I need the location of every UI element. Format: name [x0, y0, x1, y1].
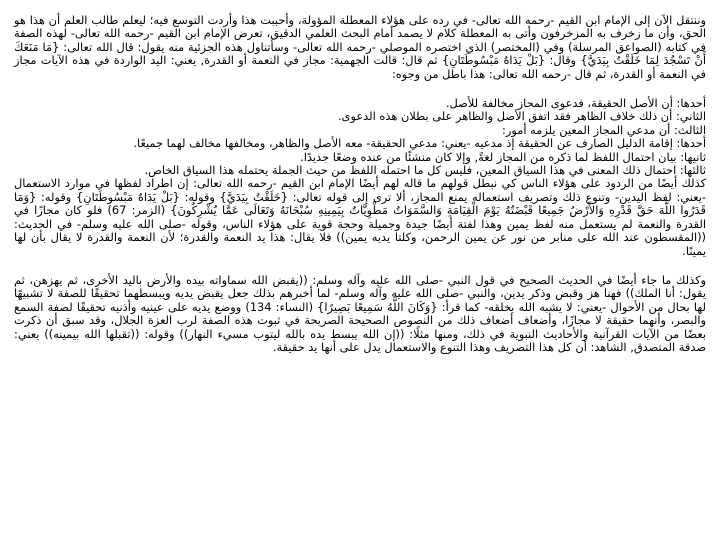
- points-list: [14, 97, 706, 177]
- point-item: ثانيها: بيان احتمال اللفظ لما ذكره من المجاز لغةً, وإلا كان منشئًا من عنده وضعًا جديدًا.: [300, 149, 706, 164]
- intro-paragraph: وننتقل الآن إلى الإمام ابن القيم -رحمه الله تعالى- في رده على هؤلاء المعطلة المؤولة، وأحببت هذا وأردت التوسع فيه؛ ليعلم طالب العلم أن هذا هو الحق، وأن ما زخرف به المزخرفون وأتى به المعطلة كلام لا يصمد أمام البحث العلمي الدقيق، تعرض الإمام ابن القيم -رحمه الله تعالى- لهذه الصفة في كتابه (الصواعق المرسلة) وفي (المختصر) الذي اختصره الموصلي -رحمه الله تعالى- وسأتناول هذه الجزئية منه يقول: قال الله تعالى: {مَا مَنَعَكَ أَنْ تَسْجُدَ لِمَا خَلَقْتُ بِيَدَيَّ} وقال: {بَلْ يَدَاهُ مَبْسُوطَتَانِ} ثم قال: قالت الجهمية: مجاز في النعمة أو القدرة, يعني: اليد الواردة في هذه الآيات مجاز في النعمة أو القدرة، ثم قال -رحمه الله تعالى: هذا باطل من وجوه:: [14, 13, 706, 81]
- point-item: أحدها: إقامة الدليل الصارف عن الحقيقة إذ مدعيه -يعني: مدعي الحقيقة- معه الأصل والظاهر، ومخالفها مخالف لهما جميعًا.: [133, 136, 706, 151]
- point-item: الثاني: أن ذلك خلاف الظاهر فقد اتفق الأصل والظاهر على بطلان هذه الدعوى.: [337, 109, 706, 124]
- point-item: ثالثها: احتمال ذلك المعنى في هذا السياق المعين، فليس كل ما احتمله اللفظ من حيث الجملة يحتمله هذا السياق الخاص.: [144, 163, 706, 178]
- paragraph-spacer: [14, 81, 706, 97]
- point-item: الثالث: أن مدعي المجاز المعين يلزمه أمور:: [502, 122, 706, 137]
- rebuttal-paragraph: كذلك أيضًا من الردود على هؤلاء الناس كي نبطل قولهم ما قاله لهم أيضًا الإمام ابن القيم -رحمه الله تعالى: إن اطراد لفظها في موارد الاستعمال -يعني: لفظ اليدين- وتنوع ذلك وتصريف استعماله يمنع المجاز، ألا ترى إلى قوله تعالى: {خَلَقْتُ بِيَدَيَّ} وقوله: {بَلْ يَدَاهُ مَبْسُوطَتَانِ} وقوله: {وَمَا قَدَرُوا اللَّهَ حَقَّ قَدْرِهِ وَالأَرْضُ جَمِيعًا قَبْضَتُهُ يَوْمَ الْقِيَامَةِ وَالسَّمَوَاتُ مَطْوِيَّاتٌ بِيَمِينِهِ سُبْحَانَهُ وَتَعَالَى عَمَّا يُشْرِكُونَ} (الزمر: 67) فلو كان مجازًا في القدرة والنعمة لم يستعمل منه لفظ يمين وهذا لفتة أيضًا جيدة وجميلة وحجة قوية على هؤلاء الناس، وقوله -صلى الله عليه وسلم- في الحديث: ((المقسطون عند الله على منابر من نور عن يمين الرحمن، وكلتا يديه يمين)) فلا يقال: هذا يد النعمة والقدرة؛ لأن النعمة والقدرة لا يقال بأن لها يمينًا.: [14, 176, 706, 258]
- point-item: أحدها: أن الأصل الحقيقة، فدعوى المجاز مخالفة للأصل.: [445, 96, 706, 111]
- hadith-paragraph: وكذلك ما جاء أيضًا في الحديث الصحيح في قول النبي -صلى الله عليه وآله وسلم: ((يقبض الله سماواته بيده والأرض باليد الأخرى، ثم يهزهن، ثم يقول: أنا الملك)) فهنا هز وقبض وذكر يدين، والنبي -صلى الله عليه وآله وسلم- لما أخبرهم بذلك جعل يقبض يديه ويبسطهما تحقيقًا للصفة لا تشبيهًا لها بحال من الأحوال -يعني: لا يشبه الله بخلقه- كما قرأ: {وَكَانَ اللَّهُ سَمِيعًا بَصِيرًا} (النساء: 134) ووضع يديه على عينيه وأذنيه تحقيقًا لصفة السمع والبصر، وأنهما حقيقة لا مجازًا، وأضعاف أضعاف ذلك من النصوص الصحيحة الصريحة في ثبوت هذه الصفة لرب العزة الجلال، وقد سبق أن ذكرت بعضًا من الآيات القرآنية والأحاديث النبوية في ذلك، ومنها مثلًا: ((إن الله يبسط يده بالله ليتوب مسيء النهار)) وقوله: ((تقبلها الله بيمينه)) يعني: صدقة المتصدق, الشاهد: أن كل هذا التصريف وهذا التنوع والاستعمال يدل على أنها يد حقيقة.: [14, 272, 707, 354]
- paragraph-spacer: [14, 258, 706, 274]
